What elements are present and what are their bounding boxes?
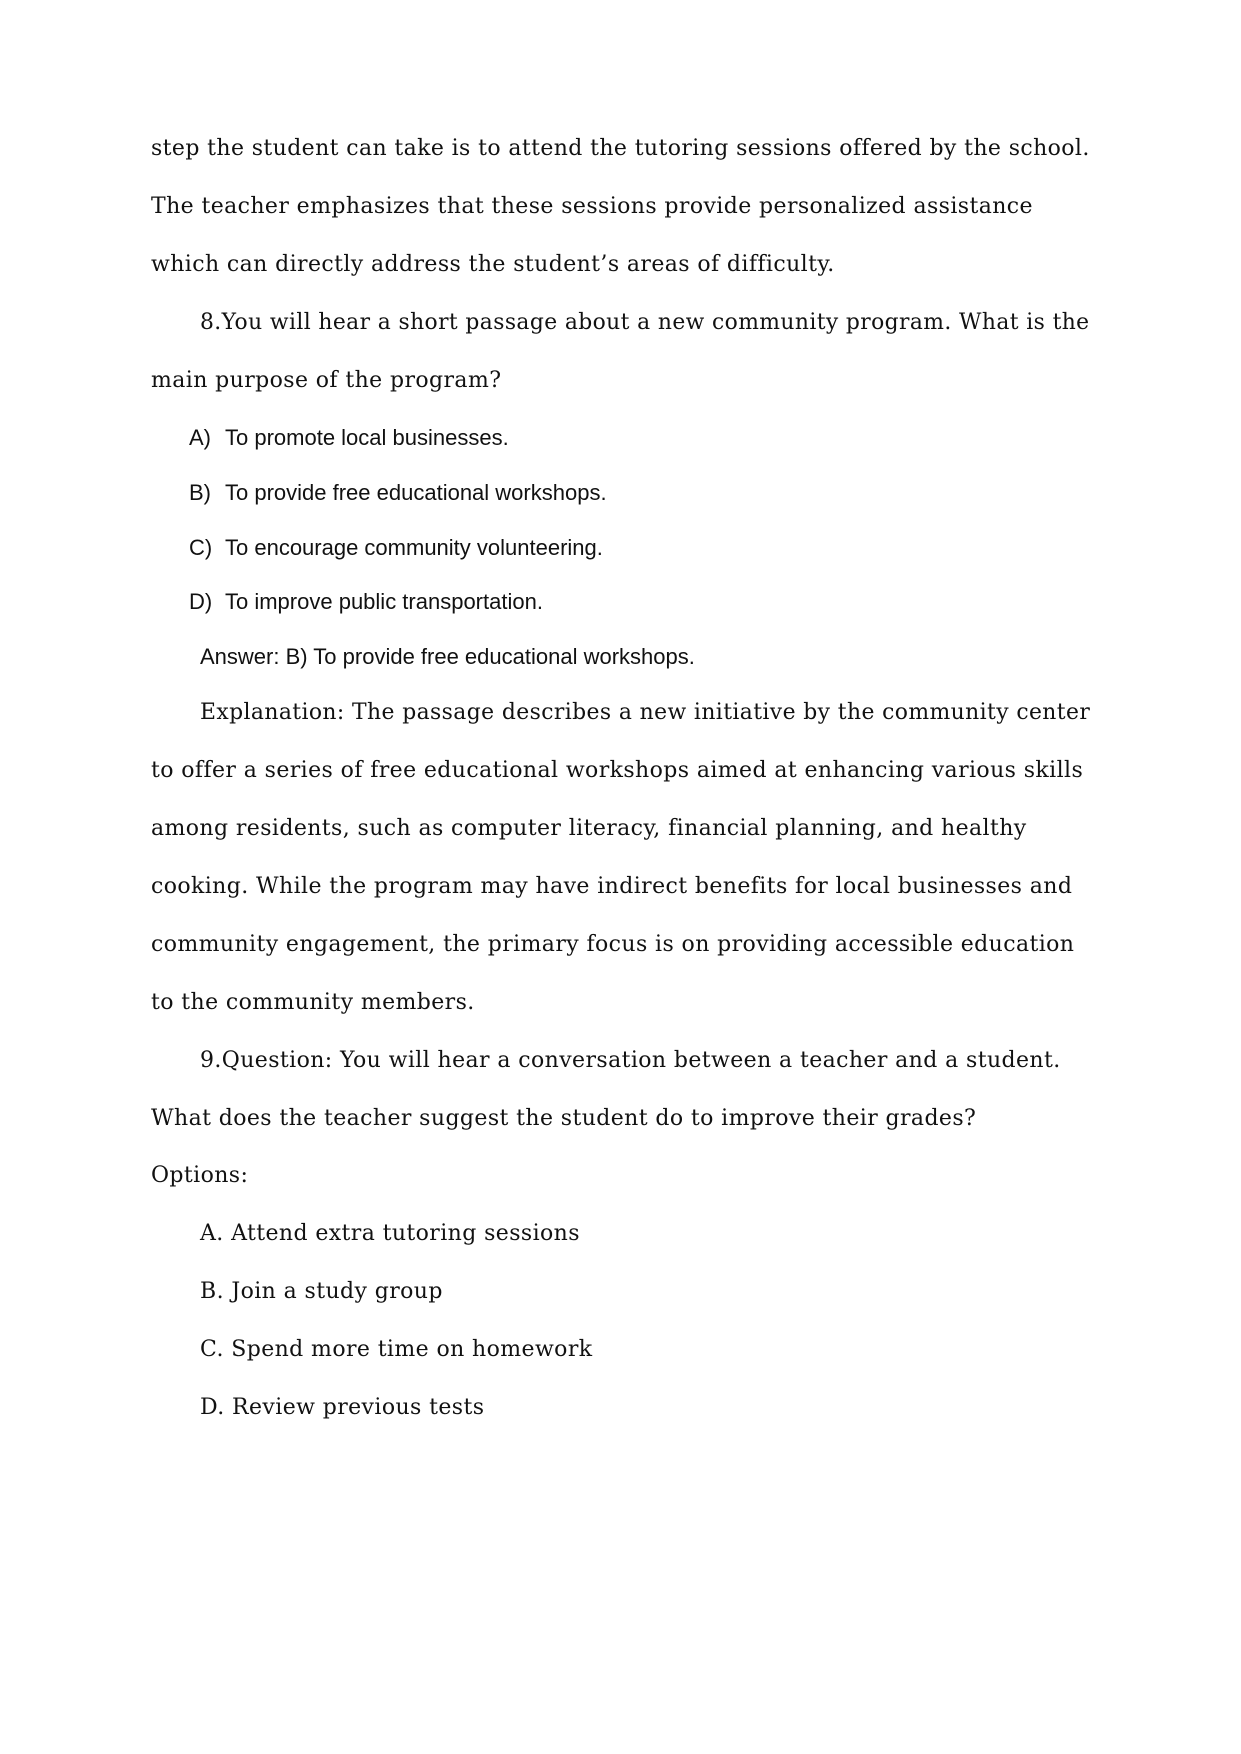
option-letter: C) [189,535,213,560]
option-letter: B) [189,480,211,505]
option-text: To encourage community volunteering. [225,535,603,560]
explanation-line-2: to offer a series of free educational workshops aimed at enhancing various skills [151,758,1084,783]
question-8-line-1: 8.You will hear a short passage about a new community program. What is the [200,310,1090,335]
option-text: To improve public transportation. [225,589,543,614]
explanation-line-3: among residents, such as computer literacy, financial planning, and healthy [151,816,1027,841]
question-9-options-label: Options: [151,1163,249,1188]
continuation-line-3: which can directly address the student’s areas of difficulty. [151,252,835,277]
question-8-line-2: main purpose of the program? [151,368,502,393]
continuation-line-1: step the student can take is to attend the tutoring sessions offered by the school. [151,136,1090,161]
option-text: To promote local businesses. [225,425,509,450]
question-9-line-2: What does the teacher suggest the student do to improve their grades? [151,1106,977,1131]
continuation-line-2: The teacher emphasizes that these sessions provide personalized assistance [151,194,1033,219]
option-c: C. Spend more time on homework [200,1337,593,1362]
explanation-line-4: cooking. While the program may have indirect benefits for local businesses and [151,874,1073,899]
option-a: A. Attend extra tutoring sessions [200,1221,580,1246]
option-letter: A) [189,425,211,450]
question-8-answer: Answer: B) To provide free educational workshops. [200,644,695,669]
explanation-line-5: community engagement, the primary focus is on providing accessible education [151,932,1075,957]
option-letter: D) [189,589,213,614]
explanation-line-6: to the community members. [151,990,475,1015]
option-text: To provide free educational workshops. [225,480,607,505]
option-d: D. Review previous tests [200,1395,485,1420]
explanation-line-1: Explanation: The passage describes a new initiative by the community center [200,700,1091,725]
option-b: B. Join a study group [200,1279,443,1304]
question-9-line-1: 9.Question: You will hear a conversation between a teacher and a student. [200,1048,1061,1073]
